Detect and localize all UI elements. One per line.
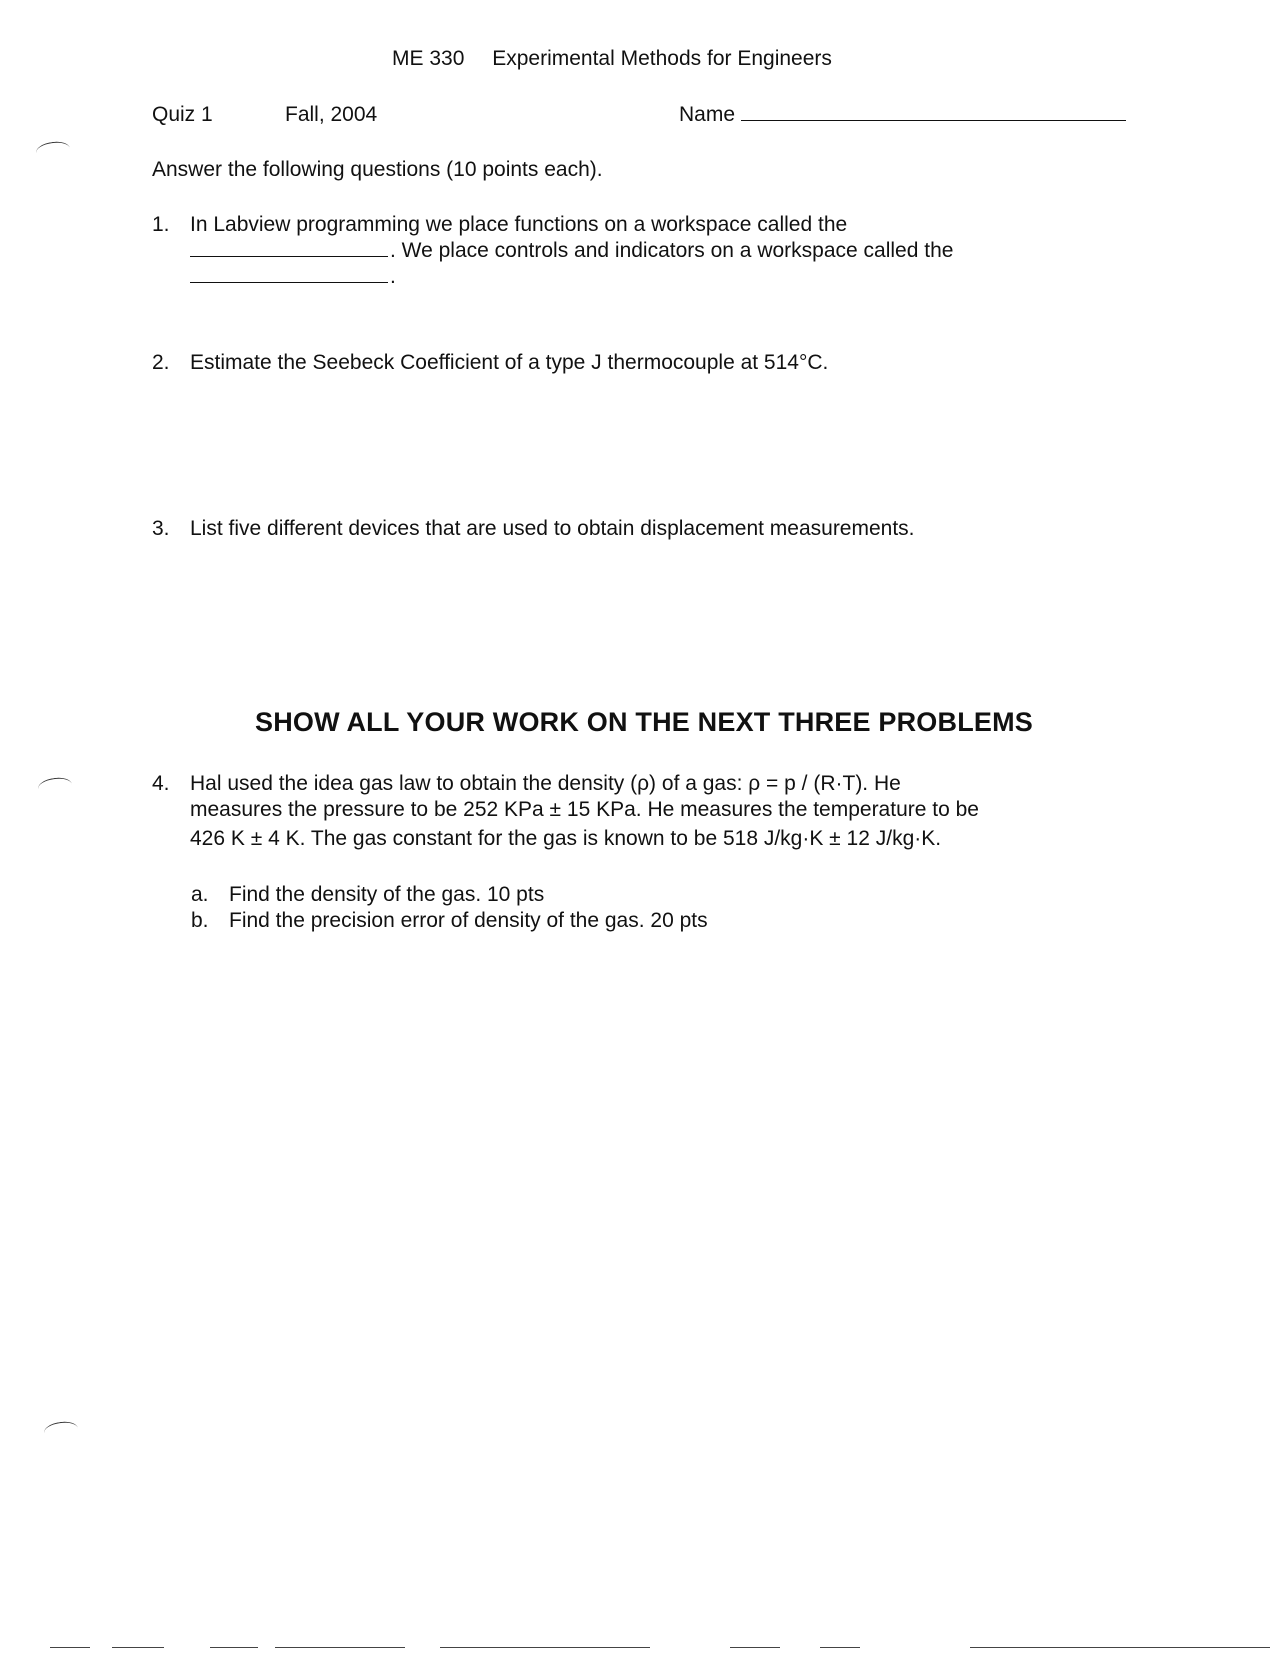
question-3-text: List five different devices that are used to obtain displacement measurements. bbox=[190, 517, 915, 540]
question-1-line-3 bbox=[190, 264, 396, 290]
answer-blank-2 bbox=[190, 264, 388, 283]
problem-4-part-a-letter: a. bbox=[191, 883, 209, 906]
question-1-line-1: In Labview programming we place functions on a workspace called the bbox=[190, 213, 848, 236]
question-1-number: 1. bbox=[152, 213, 170, 236]
page-title bbox=[392, 46, 832, 72]
answer-blank-1 bbox=[190, 238, 388, 257]
question-1-line-2 bbox=[190, 238, 953, 264]
scan-edge-mark bbox=[50, 1647, 90, 1648]
problem-4-line-1: Hal used the idea gas law to obtain the density (ρ) of a gas: ρ = p / (R·T). He bbox=[190, 772, 901, 795]
hole-punch-mark-bottom bbox=[43, 1420, 79, 1442]
question-3-number: 3. bbox=[152, 517, 170, 540]
hole-punch-mark-middle bbox=[37, 776, 73, 798]
problem-4-number: 4. bbox=[152, 772, 170, 795]
problem-4-line-2: measures the pressure to be 252 KPa ± 15 KPa. He measures the temperature to be bbox=[190, 798, 979, 821]
quiz-number: Quiz 1 bbox=[152, 103, 213, 126]
scan-edge-mark bbox=[970, 1647, 1270, 1648]
scan-edge-mark bbox=[112, 1647, 164, 1648]
scan-edge-mark bbox=[730, 1647, 780, 1648]
quiz-info bbox=[152, 102, 378, 128]
question-1-line-3-text: . bbox=[390, 265, 396, 288]
quiz-term: Fall, 2004 bbox=[285, 103, 378, 126]
hole-punch-mark-top bbox=[35, 140, 71, 162]
course-title: Experimental Methods for Engineers bbox=[492, 47, 832, 70]
work-instruction-banner: SHOW ALL YOUR WORK ON THE NEXT THREE PROBLEMS bbox=[254, 707, 1034, 737]
course-code: ME 330 bbox=[392, 47, 465, 70]
problem-4-part-a-text: Find the density of the gas. 10 pts bbox=[229, 883, 545, 906]
scan-edge-mark bbox=[440, 1647, 650, 1648]
name-label: Name bbox=[679, 103, 736, 126]
question-1-line-2-text: . We place controls and indicators on a workspace called the bbox=[390, 239, 954, 262]
scan-edge-mark bbox=[210, 1647, 258, 1648]
question-2-number: 2. bbox=[152, 351, 170, 374]
scan-edge-mark bbox=[275, 1647, 405, 1648]
problem-4-part-b-text: Find the precision error of density of the gas. 20 pts bbox=[229, 909, 708, 932]
scan-edge-mark bbox=[820, 1647, 860, 1648]
problem-4-part-b-letter: b. bbox=[191, 909, 209, 932]
name-blank-line bbox=[741, 102, 1126, 121]
instructions: Answer the following questions (10 points each). bbox=[152, 158, 603, 181]
question-2-text: Estimate the Seebeck Coefficient of a type J thermocouple at 514°C. bbox=[190, 351, 829, 374]
name-field bbox=[679, 102, 1126, 128]
problem-4-line-3: 426 K ± 4 K. The gas constant for the gas is known to be 518 J/kg·K ± 12 J/kg·K. bbox=[190, 827, 942, 850]
